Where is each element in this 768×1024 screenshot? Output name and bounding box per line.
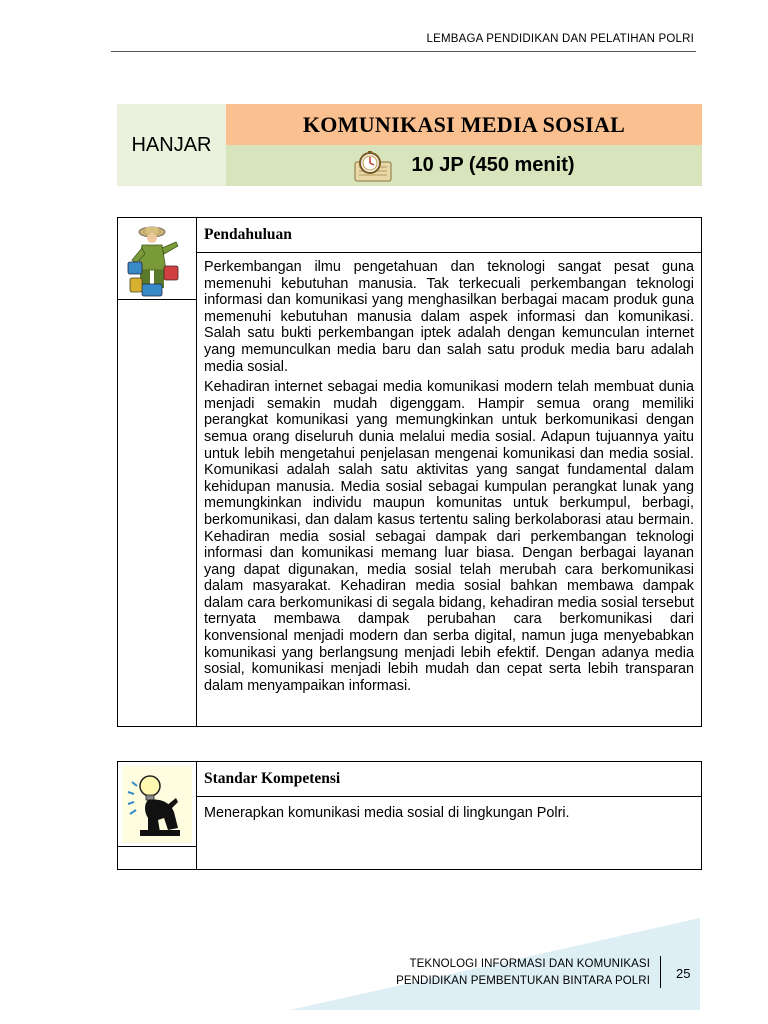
hanjar-title-box [117, 104, 702, 186]
lightbulb-idea-icon [118, 762, 196, 847]
page-number: 25 [676, 966, 691, 981]
running-header-title: LEMBAGA PENDIDIKAN DAN PELATIHAN POLRI [426, 33, 694, 45]
section-icon-column [118, 762, 197, 869]
footer-text [396, 956, 650, 990]
footer-line-2: PENDIDIKAN PEMBENTUKAN BINTARA POLRI [396, 975, 650, 987]
section-heading: Pendahuluan [197, 218, 701, 253]
section-icon-column [118, 218, 197, 726]
module-title: KOMUNIKASI MEDIA SOSIAL [226, 104, 702, 145]
section-body [197, 797, 701, 826]
standar-kompetensi-section [117, 761, 702, 870]
body-paragraph: Kehadiran internet sebagai media komunikasi modern telah membuat dunia menjadi semakin mudah digenggam. Hampir semua orang memiliki perangkat komunikasi yang memungkinkan untuk berkomunikasi dengan semua orang diseluruh dunia melalui media sosial. Adapun tujuannya yaitu untuk lebih mengetahui penjelasan mengenai komunikasi dan media sosial. Komunikasi adalah salah satu aktivitas yang sangat fundamental dalam kehidupan manusia. Media sosial sebagai kumpulan perangkat lunak yang memungkinkan individu maupun komunitas untuk berkumpul, berbagi, berkomunikasi, dan dalam kasus tertentu saling berkolaborasi atau bermain. Kehadiran media sosial sebagai dampak dari perkembangan teknologi informasi dan komunikasi memang luar biasa. Dengan berbagai layanan yang dapat digunakan, media sosial telah merubah cara berkomunikasi dalam masyarakat. Kehadiran media sosial bahkan membawa dampak dalam cara berkomunikasi di segala bidang, kehadiran media sosial tersebut ternyata membawa dampak perubahan cara berkomunikasi dari konvensional menjadi modern dan serba digital, namun juga menyebabkan komunikasi yang berlangsung menjadi lebih efektif. Dengan adanya media sosial, komunikasi menjadi lebih mudah dan cepat serta lebih transparan dalam menyampaikan informasi. [204, 379, 694, 694]
module-duration-row [226, 145, 702, 186]
duration-text: 10 JP (450 menit) [411, 154, 575, 176]
hanjar-label: HANJAR [117, 104, 226, 186]
footer-line-1: TEKNOLOGI INFORMASI DAN KOMUNIKASI [409, 958, 650, 970]
section-icon-cell [118, 218, 196, 300]
section-body [197, 253, 701, 698]
running-header [111, 33, 696, 52]
explorer-clipart-icon [118, 218, 196, 300]
footer-divider [660, 956, 661, 988]
pendahuluan-section [117, 217, 702, 727]
section-heading: Standar Kompetensi [197, 762, 701, 797]
body-paragraph: Menerapkan komunikasi media sosial di lingkungan Polri. [204, 805, 570, 821]
footer-decoration [0, 900, 768, 1024]
section-icon-cell [118, 762, 196, 847]
body-paragraph: Perkembangan ilmu pengetahuan dan teknologi sangat pesat guna memenuhi kebutuhan manusia. Tak terkecuali perkembangan teknologi informasi dan komunikasi yang menghasilkan berbagai macam produk guna memenuhi kebutuhan manusia dalam aspek informasi dan komunikasi. Salah satu bukti perkembangan iptek adalah dengan kemunculan internet yang memunculkan media baru dan salah satu produk media baru adalah media sosial. [204, 259, 694, 375]
clock-icon [353, 149, 393, 183]
